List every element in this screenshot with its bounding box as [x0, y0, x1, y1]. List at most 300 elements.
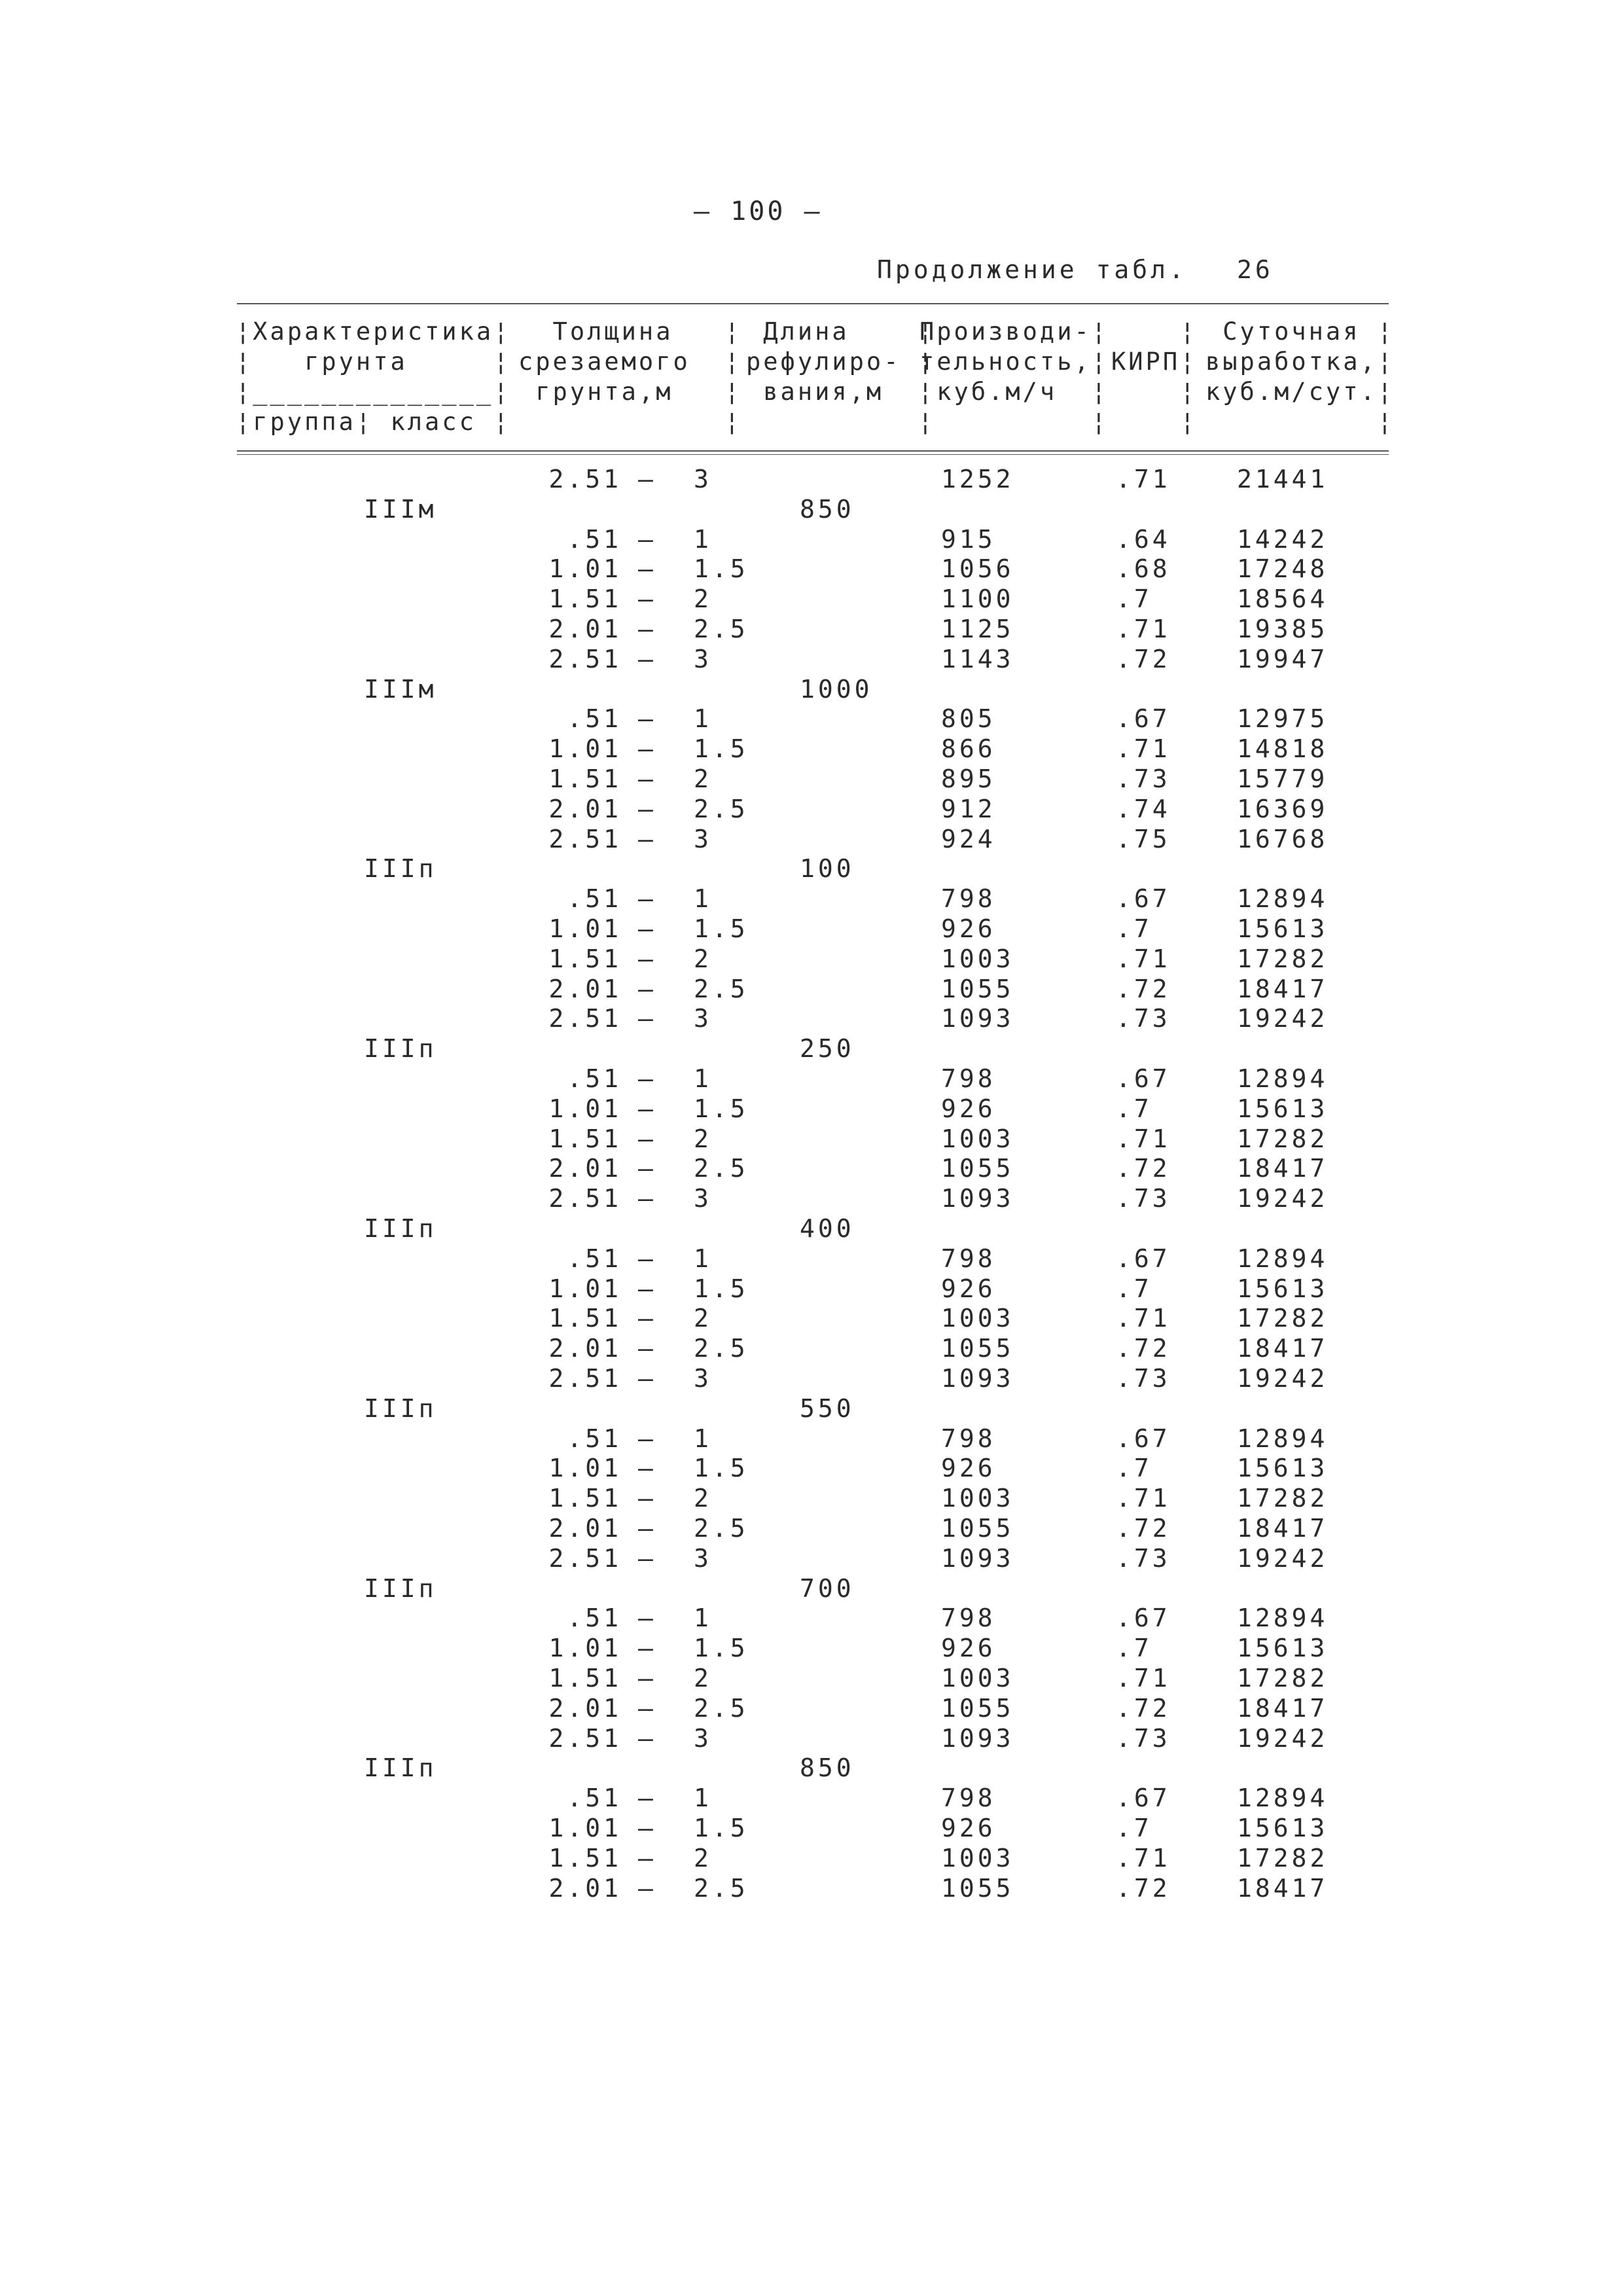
kirp: .67 — [1116, 1784, 1171, 1813]
thickness-from: 2.01 — [548, 974, 622, 1003]
range-dash: – — [638, 824, 656, 853]
table-row — [0, 734, 1623, 764]
thickness-to: 1 — [694, 1064, 712, 1093]
range-dash: – — [638, 1873, 656, 1903]
kirp: .67 — [1116, 704, 1171, 734]
daily-output: 17282 — [1237, 1304, 1329, 1333]
thickness-from: 2.51 — [548, 465, 622, 493]
kirp: .72 — [1116, 1154, 1171, 1183]
daily-output: 12894 — [1237, 1604, 1329, 1633]
daily-output: 16369 — [1237, 794, 1329, 823]
productivity: 1003 — [941, 1843, 1014, 1873]
thickness-from: .51 — [567, 524, 622, 554]
pipeline-length: 400 — [800, 1214, 855, 1243]
range-dash: – — [638, 1094, 656, 1123]
daily-output: 19947 — [1237, 644, 1329, 673]
kirp: .71 — [1116, 944, 1171, 973]
kirp: .73 — [1116, 764, 1171, 793]
table-row — [0, 645, 1623, 675]
kirp: .7 — [1116, 1634, 1152, 1663]
daily-output: 17282 — [1237, 944, 1329, 973]
thickness-to: 1.5 — [694, 734, 749, 764]
thickness-from: .51 — [567, 1244, 622, 1273]
thickness-to: 1.5 — [694, 1454, 749, 1483]
table-row — [0, 1004, 1623, 1034]
productivity: 895 — [941, 764, 996, 793]
productivity: 1252 — [941, 465, 1014, 493]
thickness-from: 1.01 — [548, 1454, 622, 1483]
productivity: 912 — [941, 794, 996, 823]
header-soil-characteristic: ¦Характеристика¦ ¦ грунта ¦ ¦______________¦ ¦группа¦ класс ¦ — [236, 317, 511, 436]
soil-group: IIIп — [364, 1214, 437, 1243]
thickness-from: 2.01 — [548, 1873, 622, 1903]
table-row — [0, 1424, 1623, 1454]
range-dash: – — [638, 584, 656, 614]
daily-output: 15613 — [1237, 1814, 1329, 1842]
thickness-to: 1 — [694, 884, 712, 914]
thickness-to: 1 — [694, 704, 712, 734]
table-row — [0, 1484, 1623, 1514]
kirp: .68 — [1116, 554, 1171, 584]
range-dash: – — [638, 1484, 656, 1513]
kirp: .7 — [1116, 1814, 1152, 1842]
range-dash: – — [638, 644, 656, 673]
range-dash: – — [638, 1064, 656, 1093]
kirp: .71 — [1116, 1664, 1171, 1693]
daily-output: 19385 — [1237, 615, 1329, 643]
thickness-from: 1.51 — [548, 1484, 622, 1513]
productivity: 1003 — [941, 1664, 1014, 1693]
daily-output: 16768 — [1237, 824, 1329, 853]
thickness-to: 3 — [694, 644, 712, 673]
kirp: .67 — [1116, 1244, 1171, 1273]
range-dash: – — [638, 1304, 656, 1333]
thickness-from: 1.01 — [548, 914, 622, 943]
kirp: .72 — [1116, 1693, 1171, 1723]
productivity: 798 — [941, 1784, 996, 1813]
kirp: .7 — [1116, 1274, 1152, 1303]
productivity: 798 — [941, 1424, 996, 1453]
thickness-from: 2.51 — [548, 1543, 622, 1573]
group-row — [0, 675, 1623, 705]
daily-output: 18417 — [1237, 1334, 1329, 1363]
table-row — [0, 1064, 1623, 1094]
kirp: .75 — [1116, 824, 1171, 853]
table-row — [0, 465, 1623, 495]
header-bottom-rule-double — [237, 454, 1389, 455]
thickness-to: 1.5 — [694, 1094, 749, 1123]
productivity: 1093 — [941, 1543, 1014, 1573]
thickness-to: 1 — [694, 1424, 712, 1453]
daily-output: 18564 — [1237, 584, 1329, 614]
range-dash: – — [638, 1843, 656, 1873]
daily-output: 19242 — [1237, 1004, 1329, 1033]
table-caption: Продолжение табл. — [877, 255, 1187, 284]
thickness-from: 2.51 — [548, 1184, 622, 1213]
productivity: 926 — [941, 1454, 996, 1483]
kirp: .71 — [1116, 1484, 1171, 1513]
table-row — [0, 1664, 1623, 1694]
range-dash: – — [638, 465, 656, 493]
kirp: .72 — [1116, 644, 1171, 673]
kirp: .74 — [1116, 794, 1171, 823]
daily-output: 15613 — [1237, 1094, 1329, 1123]
soil-group: IIIп — [364, 854, 437, 884]
thickness-from: 2.01 — [548, 1334, 622, 1363]
thickness-from: 1.01 — [548, 1814, 622, 1842]
productivity: 926 — [941, 914, 996, 943]
productivity: 1003 — [941, 944, 1014, 973]
thickness-to: 2.5 — [694, 1873, 749, 1903]
table-row — [0, 1604, 1623, 1634]
range-dash: – — [638, 734, 656, 764]
header-productivity: Производи-¦ тельность,¦ куб.м/ч ¦ ¦ — [919, 317, 1109, 436]
kirp: .71 — [1116, 1304, 1171, 1333]
table-row — [0, 1244, 1623, 1274]
daily-output: 12975 — [1237, 704, 1329, 734]
pipeline-length: 850 — [800, 1753, 855, 1783]
productivity: 1125 — [941, 615, 1014, 643]
thickness-to: 1 — [694, 524, 712, 554]
range-dash: – — [638, 1634, 656, 1663]
daily-output: 17282 — [1237, 1843, 1329, 1873]
daily-output: 17282 — [1237, 1664, 1329, 1693]
kirp: .7 — [1116, 914, 1152, 943]
daily-output: 15779 — [1237, 764, 1329, 793]
thickness-to: 3 — [694, 1723, 712, 1753]
range-dash: – — [638, 1514, 656, 1543]
range-dash: – — [638, 974, 656, 1003]
daily-output: 18417 — [1237, 1693, 1329, 1723]
thickness-from: 1.51 — [548, 944, 622, 973]
thickness-from: 2.51 — [548, 644, 622, 673]
daily-output: 19242 — [1237, 1543, 1329, 1573]
kirp: .67 — [1116, 1424, 1171, 1453]
kirp: .72 — [1116, 1873, 1171, 1903]
daily-output: 14242 — [1237, 524, 1329, 554]
thickness-from: 1.51 — [548, 1664, 622, 1693]
kirp: .64 — [1116, 524, 1171, 554]
daily-output: 19242 — [1237, 1364, 1329, 1393]
productivity: 1093 — [941, 1004, 1014, 1033]
daily-output: 17248 — [1237, 554, 1329, 584]
thickness-from: 2.01 — [548, 615, 622, 643]
table-row — [0, 1844, 1623, 1874]
table-row — [0, 914, 1623, 944]
range-dash: – — [638, 884, 656, 914]
range-dash: – — [638, 554, 656, 584]
soil-group: IIIп — [364, 1393, 437, 1423]
kirp: .73 — [1116, 1723, 1171, 1753]
table-row — [0, 1514, 1623, 1544]
header-pipeline-length: Длина ¦ рефулиро- ¦ вания,м ¦ ¦ — [746, 317, 936, 436]
thickness-to: 3 — [694, 1184, 712, 1213]
thickness-to: 2.5 — [694, 1514, 749, 1543]
productivity: 1143 — [941, 644, 1014, 673]
group-row — [0, 854, 1623, 884]
daily-output: 15613 — [1237, 1634, 1329, 1663]
daily-output: 15613 — [1237, 1274, 1329, 1303]
productivity: 926 — [941, 1274, 996, 1303]
kirp: .72 — [1116, 974, 1171, 1003]
table-row — [0, 584, 1623, 615]
daily-output: 12894 — [1237, 1784, 1329, 1813]
productivity: 866 — [941, 734, 996, 764]
range-dash: – — [638, 1664, 656, 1693]
thickness-to: 2 — [694, 1843, 712, 1873]
table-row — [0, 1724, 1623, 1754]
thickness-to: 1.5 — [694, 1814, 749, 1842]
thickness-to: 1 — [694, 1604, 712, 1633]
table-row — [0, 825, 1623, 855]
thickness-to: 3 — [694, 1004, 712, 1033]
soil-group: IIIп — [364, 1034, 437, 1064]
thickness-from: 1.01 — [548, 1094, 622, 1123]
table-row — [0, 554, 1623, 584]
daily-output: 21441 — [1237, 465, 1329, 493]
thickness-from: 1.51 — [548, 584, 622, 614]
productivity: 798 — [941, 884, 996, 914]
productivity: 1055 — [941, 1693, 1014, 1723]
productivity: 1055 — [941, 974, 1014, 1003]
kirp: .71 — [1116, 615, 1171, 643]
range-dash: – — [638, 1364, 656, 1393]
productivity: 1055 — [941, 1154, 1014, 1183]
kirp: .72 — [1116, 1334, 1171, 1363]
kirp: .71 — [1116, 1124, 1171, 1153]
range-dash: – — [638, 794, 656, 823]
range-dash: – — [638, 914, 656, 943]
thickness-to: 2.5 — [694, 794, 749, 823]
productivity: 1003 — [941, 1484, 1014, 1513]
table-row — [0, 1154, 1623, 1184]
daily-output: 19242 — [1237, 1723, 1329, 1753]
table-row — [0, 525, 1623, 555]
thickness-from: 1.51 — [548, 1304, 622, 1333]
thickness-from: .51 — [567, 1424, 622, 1453]
range-dash: – — [638, 1124, 656, 1153]
daily-output: 12894 — [1237, 1244, 1329, 1273]
range-dash: – — [638, 1784, 656, 1813]
kirp: .67 — [1116, 1064, 1171, 1093]
productivity: 1093 — [941, 1723, 1014, 1753]
table-row — [0, 704, 1623, 734]
range-dash: – — [638, 1693, 656, 1723]
thickness-from: .51 — [567, 1604, 622, 1633]
thickness-to: 2 — [694, 1664, 712, 1693]
group-row — [0, 1214, 1623, 1244]
range-dash: – — [638, 1424, 656, 1453]
pipeline-length: 1000 — [800, 674, 873, 704]
thickness-to: 2.5 — [694, 974, 749, 1003]
table-row — [0, 1184, 1623, 1214]
thickness-to: 1 — [694, 1244, 712, 1273]
table-top-rule — [237, 303, 1389, 304]
range-dash: – — [638, 1454, 656, 1483]
group-row — [0, 1753, 1623, 1784]
kirp: .73 — [1116, 1184, 1171, 1213]
group-row — [0, 1574, 1623, 1604]
productivity: 798 — [941, 1064, 996, 1093]
productivity: 1093 — [941, 1184, 1014, 1213]
table-row — [0, 1094, 1623, 1124]
thickness-from: 2.51 — [548, 1364, 622, 1393]
thickness-to: 2 — [694, 1484, 712, 1513]
header-kirp: ¦ КИРП¦ ¦ ¦ — [1111, 317, 1198, 436]
thickness-to: 3 — [694, 465, 712, 493]
thickness-to: 2 — [694, 944, 712, 973]
page-number: – 100 – — [694, 196, 823, 226]
table-row — [0, 1304, 1623, 1334]
productivity: 805 — [941, 704, 996, 734]
thickness-from: .51 — [567, 1064, 622, 1093]
productivity: 1100 — [941, 584, 1014, 614]
thickness-to: 2.5 — [694, 1154, 749, 1183]
kirp: .7 — [1116, 1094, 1152, 1123]
daily-output: 19242 — [1237, 1184, 1329, 1213]
productivity: 798 — [941, 1604, 996, 1633]
thickness-to: 2.5 — [694, 615, 749, 643]
table-row — [0, 1874, 1623, 1904]
productivity: 798 — [941, 1244, 996, 1273]
range-dash: – — [638, 1154, 656, 1183]
productivity: 1055 — [941, 1334, 1014, 1363]
kirp: .67 — [1116, 1604, 1171, 1633]
kirp: .71 — [1116, 734, 1171, 764]
table-row — [0, 975, 1623, 1005]
thickness-to: 1.5 — [694, 554, 749, 584]
range-dash: – — [638, 1543, 656, 1573]
soil-group: IIIм — [364, 674, 437, 704]
range-dash: – — [638, 1334, 656, 1363]
daily-output: 17282 — [1237, 1484, 1329, 1513]
table-row — [0, 944, 1623, 975]
productivity: 1056 — [941, 554, 1014, 584]
range-dash: – — [638, 1274, 656, 1303]
header-bottom-rule — [237, 450, 1389, 452]
group-row — [0, 1394, 1623, 1424]
productivity: 926 — [941, 1814, 996, 1842]
thickness-from: 2.51 — [548, 1723, 622, 1753]
range-dash: – — [638, 1004, 656, 1033]
table-row — [0, 764, 1623, 795]
thickness-from: 1.01 — [548, 734, 622, 764]
thickness-to: 1 — [694, 1784, 712, 1813]
kirp: .71 — [1116, 465, 1171, 493]
pipeline-length: 100 — [800, 854, 855, 884]
thickness-from: .51 — [567, 1784, 622, 1813]
daily-output: 18417 — [1237, 974, 1329, 1003]
daily-output: 15613 — [1237, 1454, 1329, 1483]
thickness-from: 2.01 — [548, 794, 622, 823]
kirp: .73 — [1116, 1543, 1171, 1573]
daily-output: 18417 — [1237, 1154, 1329, 1183]
range-dash: – — [638, 1604, 656, 1633]
pipeline-length: 250 — [800, 1034, 855, 1064]
kirp: .67 — [1116, 884, 1171, 914]
kirp: .73 — [1116, 1004, 1171, 1033]
productivity: 1003 — [941, 1304, 1014, 1333]
table-row — [0, 1364, 1623, 1394]
daily-output: 14818 — [1237, 734, 1329, 764]
range-dash: – — [638, 524, 656, 554]
table-row — [0, 1544, 1623, 1574]
thickness-to: 2.5 — [694, 1334, 749, 1363]
thickness-to: 2 — [694, 1124, 712, 1153]
kirp: .73 — [1116, 1364, 1171, 1393]
thickness-from: 2.01 — [548, 1154, 622, 1183]
soil-group: IIIм — [364, 494, 437, 524]
thickness-to: 2 — [694, 1304, 712, 1333]
thickness-from: 1.51 — [548, 764, 622, 793]
table-row — [0, 1334, 1623, 1364]
thickness-to: 3 — [694, 1543, 712, 1573]
productivity: 924 — [941, 824, 996, 853]
kirp: .72 — [1116, 1514, 1171, 1543]
table-row — [0, 1634, 1623, 1664]
thickness-to: 2 — [694, 584, 712, 614]
thickness-from: 2.51 — [548, 824, 622, 853]
thickness-from: 1.01 — [548, 554, 622, 584]
group-row — [0, 1034, 1623, 1064]
thickness-from: 1.01 — [548, 1634, 622, 1663]
kirp: .71 — [1116, 1843, 1171, 1873]
thickness-from: 1.01 — [548, 1274, 622, 1303]
thickness-to: 3 — [694, 824, 712, 853]
productivity: 926 — [941, 1634, 996, 1663]
range-dash: – — [638, 615, 656, 643]
productivity: 1055 — [941, 1873, 1014, 1903]
pipeline-length: 550 — [800, 1393, 855, 1423]
range-dash: – — [638, 1184, 656, 1213]
range-dash: – — [638, 944, 656, 973]
thickness-from: .51 — [567, 704, 622, 734]
productivity: 915 — [941, 524, 996, 554]
daily-output: 17282 — [1237, 1124, 1329, 1153]
thickness-from: 2.01 — [548, 1693, 622, 1723]
productivity: 1093 — [941, 1364, 1014, 1393]
thickness-from: .51 — [567, 884, 622, 914]
thickness-from: 1.51 — [548, 1843, 622, 1873]
table-row — [0, 884, 1623, 914]
thickness-to: 2.5 — [694, 1693, 749, 1723]
table-row — [0, 1694, 1623, 1724]
thickness-from: 1.51 — [548, 1124, 622, 1153]
kirp: .7 — [1116, 584, 1152, 614]
pipeline-length: 850 — [800, 494, 855, 524]
thickness-to: 1.5 — [694, 1634, 749, 1663]
table-row — [0, 1814, 1623, 1844]
thickness-from: 2.01 — [548, 1514, 622, 1543]
range-dash: – — [638, 1244, 656, 1273]
pipeline-length: 700 — [800, 1573, 855, 1603]
thickness-from: 2.51 — [548, 1004, 622, 1033]
daily-output: 12894 — [1237, 884, 1329, 914]
thickness-to: 1.5 — [694, 914, 749, 943]
table-row — [0, 1124, 1623, 1155]
group-row — [0, 495, 1623, 525]
productivity: 1003 — [941, 1124, 1014, 1153]
thickness-to: 2 — [694, 764, 712, 793]
thickness-to: 3 — [694, 1364, 712, 1393]
table-row — [0, 615, 1623, 645]
table-row — [0, 795, 1623, 825]
daily-output: 18417 — [1237, 1514, 1329, 1543]
productivity: 1055 — [941, 1514, 1014, 1543]
header-daily-output: Суточная ¦ выработка,¦ куб.м/сут.¦ ¦ — [1205, 317, 1395, 436]
range-dash: – — [638, 1723, 656, 1753]
table-row — [0, 1274, 1623, 1304]
